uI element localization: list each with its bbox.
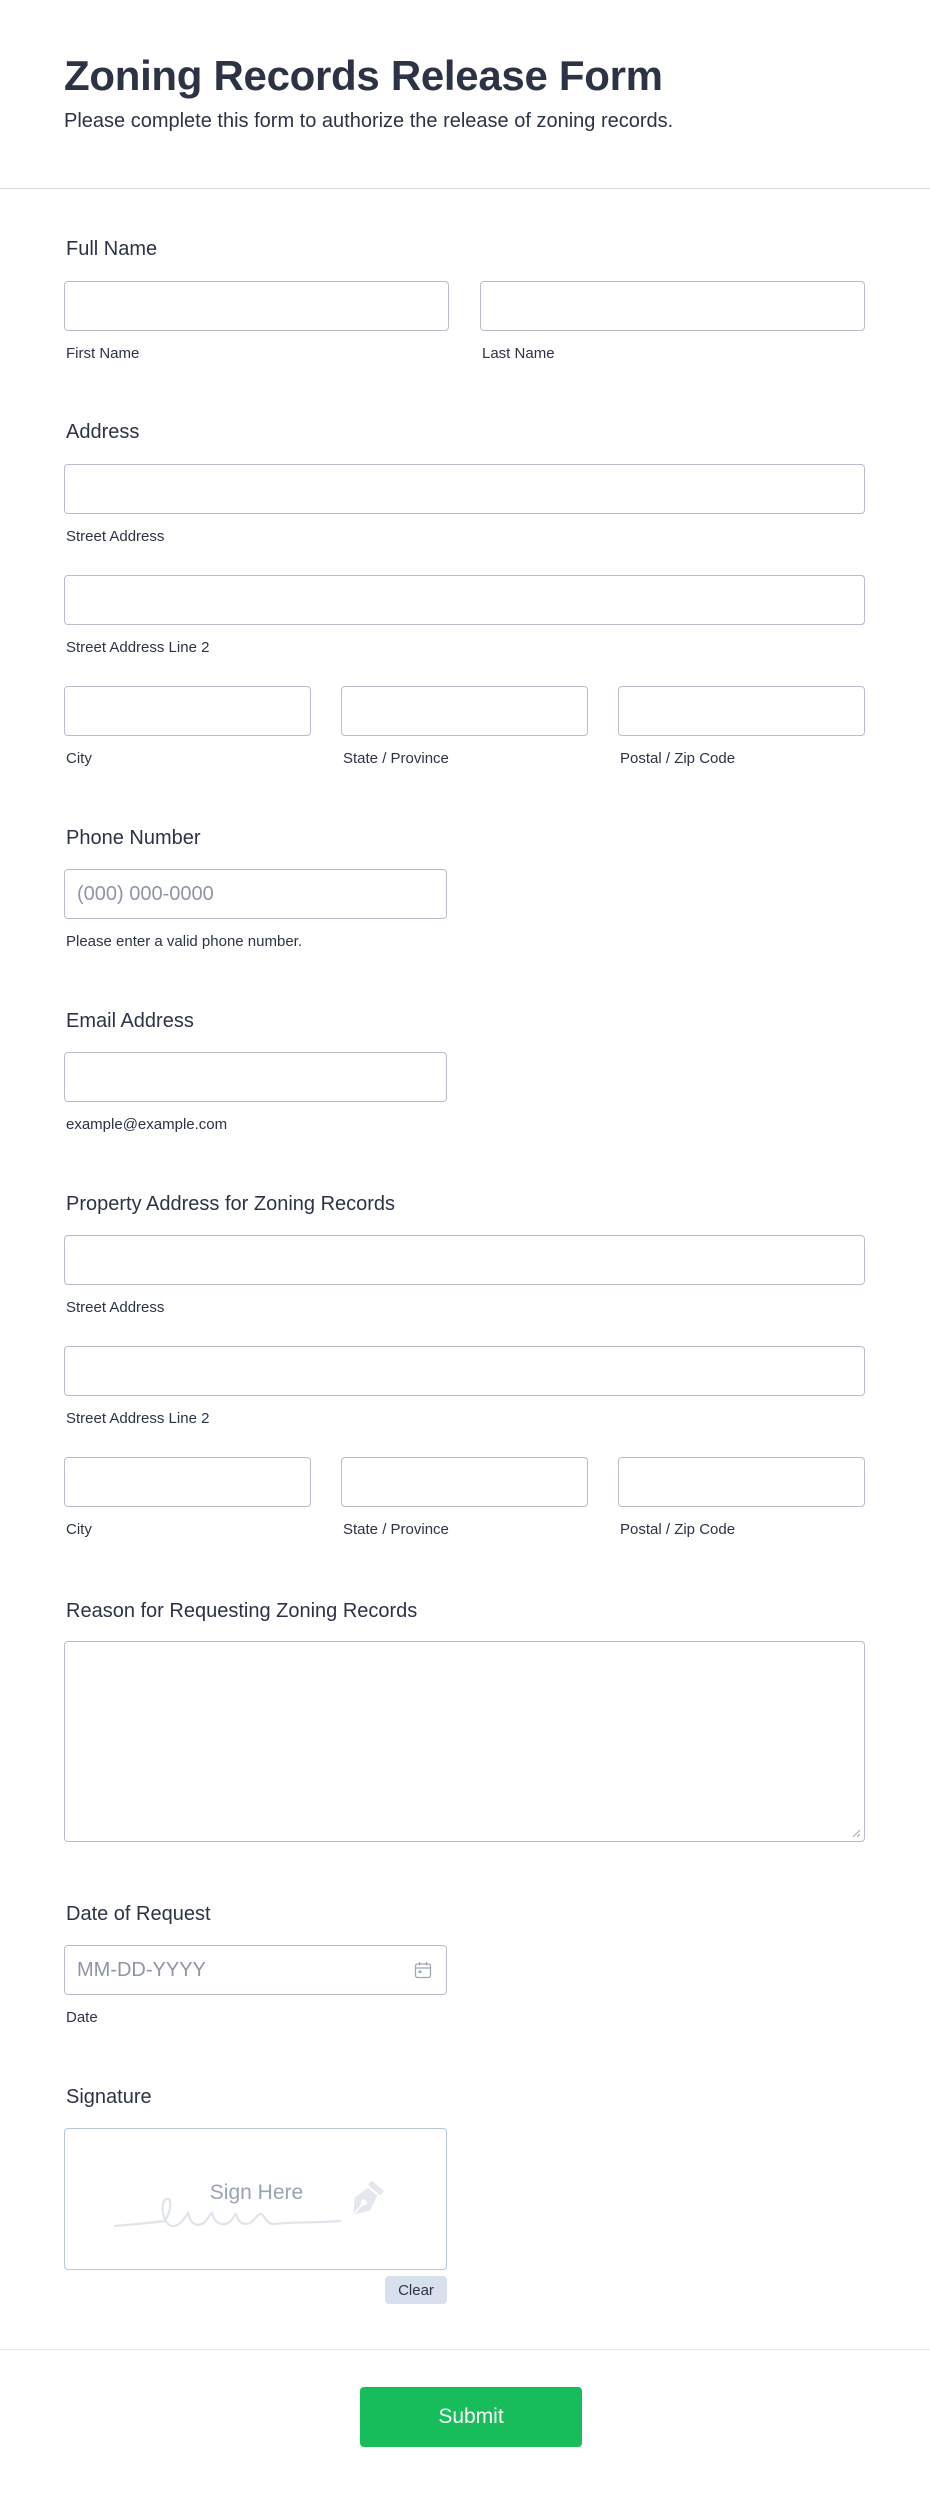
- phone-label: Phone Number: [66, 827, 201, 849]
- phone-input[interactable]: [65, 870, 446, 918]
- property-zip-sublabel: Postal / Zip Code: [620, 1521, 736, 1538]
- property-street-address-sublabel: Street Address: [66, 1299, 165, 1316]
- last-name-input[interactable]: [481, 282, 864, 330]
- property-street-address-field[interactable]: [64, 1235, 865, 1285]
- signature-pad[interactable]: [64, 2128, 447, 2270]
- first-name-field[interactable]: [64, 281, 449, 331]
- property-city-input[interactable]: [65, 1458, 310, 1506]
- property-street-address-line2-input[interactable]: [65, 1347, 864, 1395]
- property-street-address-line2-field[interactable]: [64, 1346, 865, 1396]
- signature-label: Signature: [66, 2086, 152, 2108]
- last-name-field[interactable]: [480, 281, 865, 331]
- pen-nib-icon: [346, 2179, 386, 2221]
- property-street-address-input[interactable]: [65, 1236, 864, 1284]
- street-address-line2-input[interactable]: [65, 576, 864, 624]
- street-address-field[interactable]: [64, 464, 865, 514]
- clear-signature-button[interactable]: Clear: [385, 2276, 447, 2304]
- full-name-label: Full Name: [66, 238, 158, 260]
- email-field[interactable]: [64, 1052, 447, 1102]
- zip-field[interactable]: [618, 686, 865, 736]
- date-sublabel: Date: [66, 2009, 98, 2026]
- form-subtitle: Please complete this form to authorize the release of zoning records.: [64, 110, 674, 132]
- last-name-sublabel: Last Name: [482, 345, 555, 362]
- state-input[interactable]: [342, 687, 587, 735]
- zip-sublabel: Postal / Zip Code: [620, 750, 736, 767]
- date-input[interactable]: [65, 1946, 446, 1994]
- street-address-line2-sublabel: Street Address Line 2: [66, 639, 210, 656]
- street-address-line2-field[interactable]: [64, 575, 865, 625]
- property-state-field[interactable]: [341, 1457, 588, 1507]
- property-state-sublabel: State / Province: [343, 1521, 449, 1538]
- address-label: Address: [66, 421, 140, 443]
- property-zip-field[interactable]: [618, 1457, 865, 1507]
- phone-field[interactable]: [64, 869, 447, 919]
- city-sublabel: City: [66, 750, 92, 767]
- calendar-icon[interactable]: [414, 1961, 432, 1979]
- reason-label: Reason for Requesting Zoning Records: [66, 1600, 418, 1622]
- city-input[interactable]: [65, 687, 310, 735]
- email-label: Email Address: [66, 1010, 194, 1032]
- property-address-label: Property Address for Zoning Records: [66, 1193, 396, 1215]
- zip-input[interactable]: [619, 687, 864, 735]
- property-street-address-line2-sublabel: Street Address Line 2: [66, 1410, 210, 1427]
- date-label: Date of Request: [66, 1903, 211, 1925]
- property-zip-input[interactable]: [619, 1458, 864, 1506]
- first-name-input[interactable]: [65, 282, 448, 330]
- property-state-input[interactable]: [342, 1458, 587, 1506]
- form-title: Zoning Records Release Form: [64, 52, 663, 99]
- state-field[interactable]: [341, 686, 588, 736]
- street-address-sublabel: Street Address: [66, 528, 165, 545]
- submit-button[interactable]: Submit: [360, 2387, 582, 2447]
- date-field[interactable]: [64, 1945, 447, 1995]
- email-hint: example@example.com: [66, 1116, 228, 1133]
- property-city-sublabel: City: [66, 1521, 92, 1538]
- property-city-field[interactable]: [64, 1457, 311, 1507]
- state-sublabel: State / Province: [343, 750, 449, 767]
- street-address-input[interactable]: [65, 465, 864, 513]
- signature-scribble-icon: [110, 2169, 410, 2239]
- city-field[interactable]: [64, 686, 311, 736]
- form-header: [0, 0, 930, 189]
- phone-hint: Please enter a valid phone number.: [66, 933, 302, 950]
- signature-placeholder-text: Sign Here: [209, 2181, 304, 2204]
- first-name-sublabel: First Name: [66, 345, 140, 362]
- reason-field[interactable]: [64, 1641, 865, 1842]
- resize-grip-icon[interactable]: [851, 1828, 861, 1838]
- email-input[interactable]: [65, 1053, 446, 1101]
- reason-textarea[interactable]: [65, 1642, 864, 1841]
- footer-divider: [0, 2349, 930, 2350]
